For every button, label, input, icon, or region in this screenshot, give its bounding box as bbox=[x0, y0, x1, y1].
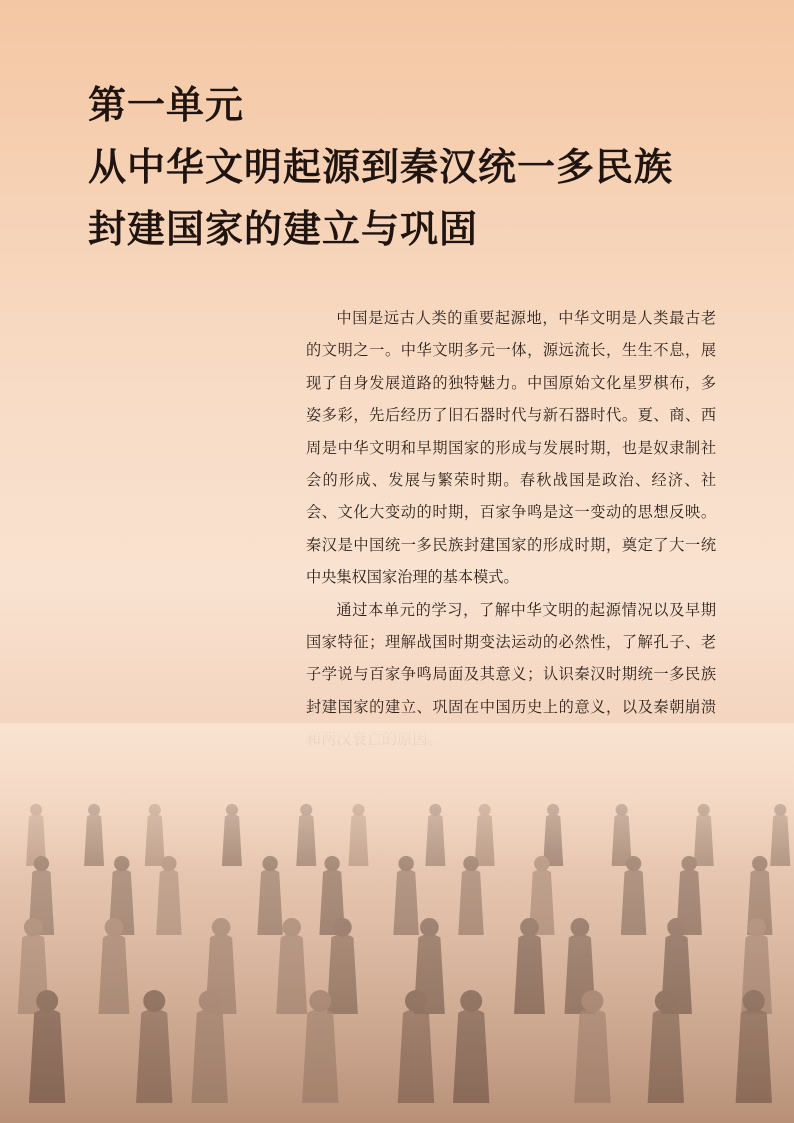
intro-paragraph-1: 中国是远古人类的重要起源地，中华文明是人类最古老的文明之一。中华文明多元一体，源远流长，生生不息，展现了自身发展道路的独特魅力。中国原始文化星罗棋布，多姿多彩，先后经历了旧石器时代与新石器时代。夏、商、西周是中华文明和早期国家的形成与发展时期，也是奴隶制社会的形成、发展与繁荣时期。春秋战国是政治、经济、社会、文化大变动的时期，百家争鸣是这一变动的思想反映。秦汉是中国统一多民族封建国家的形成时期，奠定了大一统中央集权国家治理的基本模式。 bbox=[306, 309, 716, 587]
unit-title-line-1: 从中华文明起源到秦汉统一多民族 bbox=[88, 144, 674, 189]
unit-title bbox=[88, 74, 673, 260]
unit-title-line-2: 封建国家的建立与巩固 bbox=[88, 206, 479, 251]
intro-paragraph-2: 通过本单元的学习，了解中华文明的起源情况以及早期国家特征；理解战国时期变法运动的必然性，了解孔子、老子学说与百家争鸣局面及其意义；认识秦汉时期统一多民族封建国家的建立、巩固在中国历史上的意义，以及秦朝崩溃 bbox=[306, 600, 716, 716]
unit-introduction bbox=[306, 302, 716, 756]
terracotta-warriors-image bbox=[0, 723, 794, 1123]
unit-label: 第一单元 bbox=[88, 82, 245, 127]
